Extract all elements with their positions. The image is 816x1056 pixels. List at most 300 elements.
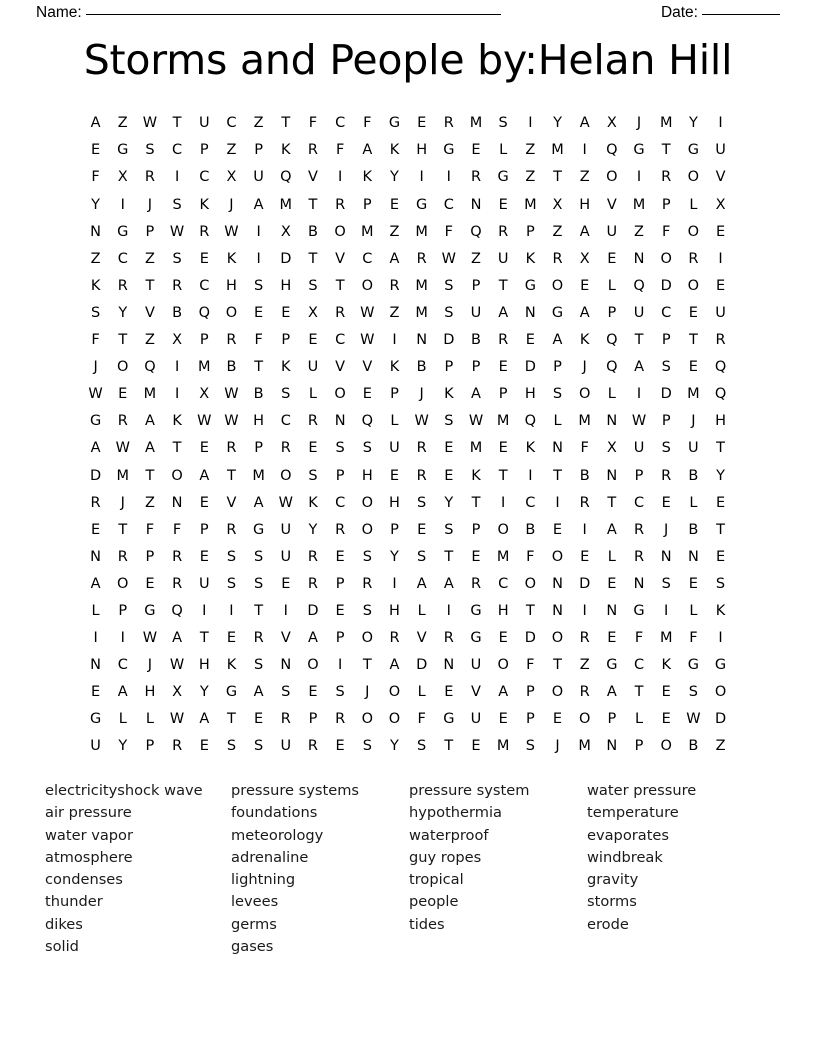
- grid-cell[interactable]: R: [253, 630, 264, 647]
- grid-cell[interactable]: R: [226, 440, 237, 457]
- grid-cell[interactable]: T: [444, 738, 454, 755]
- grid-cell[interactable]: T: [525, 602, 535, 619]
- grid-cell[interactable]: C: [525, 494, 536, 511]
- grid-cell[interactable]: X: [307, 304, 318, 321]
- grid-cell[interactable]: R: [335, 521, 346, 538]
- grid-cell[interactable]: A: [579, 115, 590, 132]
- grid-cell[interactable]: E: [226, 630, 237, 647]
- grid-cell[interactable]: S: [498, 115, 508, 132]
- grid-cell[interactable]: E: [715, 277, 726, 294]
- grid-cell[interactable]: N: [606, 738, 618, 755]
- grid-cell[interactable]: S: [226, 548, 237, 565]
- grid-cell[interactable]: R: [117, 413, 128, 430]
- grid-cell[interactable]: P: [145, 548, 155, 565]
- grid-cell[interactable]: V: [226, 494, 237, 511]
- grid-cell[interactable]: Y: [716, 467, 725, 484]
- word-list-item[interactable]: electricityshock wave: [45, 782, 203, 799]
- grid-cell[interactable]: S: [281, 684, 291, 701]
- grid-cell[interactable]: N: [606, 602, 618, 619]
- grid-cell[interactable]: E: [308, 332, 318, 349]
- grid-cell[interactable]: L: [607, 277, 616, 294]
- grid-cell[interactable]: Y: [390, 548, 399, 565]
- grid-cell[interactable]: B: [579, 467, 590, 484]
- grid-cell[interactable]: Z: [715, 738, 726, 755]
- grid-cell[interactable]: W: [278, 494, 293, 511]
- grid-cell[interactable]: S: [254, 657, 264, 674]
- grid-cell[interactable]: M: [415, 223, 428, 240]
- grid-cell[interactable]: L: [634, 711, 644, 728]
- grid-cell[interactable]: B: [172, 304, 183, 321]
- grid-cell[interactable]: U: [633, 304, 645, 321]
- grid-cell[interactable]: X: [606, 440, 617, 457]
- grid-cell[interactable]: R: [443, 115, 454, 132]
- grid-cell[interactable]: C: [199, 277, 210, 294]
- word-list-item[interactable]: solid: [45, 938, 79, 956]
- grid-cell[interactable]: A: [199, 467, 210, 484]
- grid-cell[interactable]: N: [552, 575, 563, 592]
- grid-cell[interactable]: K: [172, 413, 182, 430]
- grid-cell[interactable]: E: [607, 630, 617, 647]
- grid-cell[interactable]: I: [718, 630, 723, 647]
- grid-cell[interactable]: H: [416, 142, 428, 159]
- grid-cell[interactable]: K: [525, 440, 536, 457]
- grid-cell[interactable]: Q: [633, 277, 645, 294]
- grid-cell[interactable]: G: [470, 630, 482, 647]
- grid-cell[interactable]: I: [256, 250, 261, 267]
- grid-cell[interactable]: O: [524, 575, 537, 592]
- grid-cell[interactable]: S: [362, 548, 372, 565]
- grid-cell[interactable]: C: [443, 196, 454, 213]
- grid-cell[interactable]: M: [659, 115, 673, 132]
- grid-cell[interactable]: Y: [444, 494, 454, 511]
- grid-cell[interactable]: F: [526, 548, 535, 565]
- grid-cell[interactable]: I: [582, 602, 587, 619]
- grid-cell[interactable]: R: [280, 440, 291, 457]
- grid-cell[interactable]: C: [362, 250, 373, 267]
- grid-cell[interactable]: K: [661, 657, 671, 674]
- grid-cell[interactable]: Z: [525, 142, 536, 159]
- grid-cell[interactable]: S: [417, 548, 427, 565]
- grid-cell[interactable]: W: [441, 250, 456, 267]
- grid-cell[interactable]: S: [308, 467, 318, 484]
- grid-cell[interactable]: L: [118, 711, 127, 728]
- grid-cell[interactable]: U: [307, 359, 319, 376]
- grid-cell[interactable]: G: [497, 169, 509, 186]
- grid-cell[interactable]: R: [117, 548, 128, 565]
- grid-cell[interactable]: S: [661, 440, 671, 457]
- word-list-item[interactable]: windbreak: [587, 848, 663, 866]
- grid-cell[interactable]: J: [555, 738, 560, 755]
- word-list-item[interactable]: erode: [587, 915, 629, 933]
- grid-cell[interactable]: O: [551, 630, 564, 647]
- grid-cell[interactable]: K: [579, 332, 590, 349]
- grid-cell[interactable]: P: [335, 467, 345, 484]
- grid-cell[interactable]: J: [664, 521, 669, 538]
- grid-cell[interactable]: J: [691, 413, 696, 430]
- grid-cell[interactable]: P: [145, 738, 155, 755]
- grid-cell[interactable]: R: [307, 142, 318, 159]
- grid-cell[interactable]: S: [308, 277, 318, 294]
- grid-cell[interactable]: S: [281, 386, 291, 403]
- grid-cell[interactable]: C: [226, 115, 237, 132]
- grid-cell[interactable]: P: [498, 386, 508, 403]
- grid-cell[interactable]: E: [254, 304, 264, 321]
- grid-cell[interactable]: M: [578, 738, 591, 755]
- grid-cell[interactable]: U: [280, 521, 292, 538]
- grid-cell[interactable]: B: [307, 223, 318, 240]
- grid-cell[interactable]: H: [253, 413, 265, 430]
- grid-cell[interactable]: W: [224, 413, 239, 430]
- grid-cell[interactable]: R: [470, 575, 482, 592]
- grid-cell[interactable]: I: [446, 602, 451, 619]
- grid-cell[interactable]: T: [716, 440, 725, 457]
- grid-cell[interactable]: H: [361, 467, 373, 484]
- grid-cell[interactable]: M: [469, 440, 483, 457]
- grid-cell[interactable]: P: [607, 711, 617, 728]
- grid-cell[interactable]: O: [225, 304, 238, 321]
- grid-cell[interactable]: W: [169, 711, 185, 728]
- grid-cell[interactable]: B: [688, 467, 699, 484]
- grid-cell[interactable]: O: [660, 738, 672, 755]
- grid-cell[interactable]: N: [334, 413, 346, 430]
- grid-cell[interactable]: I: [582, 521, 587, 538]
- grid-cell[interactable]: Z: [117, 115, 128, 132]
- grid-cell[interactable]: C: [498, 575, 509, 592]
- grid-cell[interactable]: S: [362, 738, 372, 755]
- grid-cell[interactable]: E: [199, 738, 209, 755]
- grid-cell[interactable]: Z: [552, 223, 563, 240]
- grid-cell[interactable]: A: [498, 304, 509, 321]
- grid-cell[interactable]: U: [90, 738, 101, 755]
- grid-cell[interactable]: F: [363, 115, 372, 132]
- word-list-item[interactable]: gravity: [587, 871, 639, 889]
- grid-cell[interactable]: E: [335, 602, 345, 619]
- grid-cell[interactable]: E: [389, 196, 400, 213]
- grid-cell[interactable]: F: [580, 440, 589, 457]
- grid-cell[interactable]: O: [361, 521, 374, 538]
- grid-cell[interactable]: A: [416, 575, 427, 592]
- grid-cell[interactable]: F: [145, 521, 155, 538]
- grid-cell[interactable]: J: [147, 657, 153, 674]
- grid-cell[interactable]: O: [388, 684, 401, 701]
- grid-cell[interactable]: A: [471, 386, 481, 403]
- grid-cell[interactable]: R: [172, 277, 183, 294]
- grid-cell[interactable]: L: [689, 494, 698, 511]
- word-list-item[interactable]: lightning: [231, 871, 296, 889]
- grid-cell[interactable]: L: [607, 548, 616, 565]
- grid-cell[interactable]: F: [91, 169, 100, 186]
- grid-cell[interactable]: N: [606, 467, 618, 484]
- grid-cell[interactable]: U: [198, 575, 210, 592]
- word-list-item[interactable]: hypothermia: [409, 804, 502, 822]
- grid-cell[interactable]: S: [552, 386, 563, 403]
- grid-cell[interactable]: O: [578, 711, 591, 728]
- grid-cell[interactable]: R: [416, 440, 427, 457]
- grid-cell[interactable]: V: [280, 630, 291, 647]
- grid-cell[interactable]: D: [443, 332, 455, 349]
- grid-cell[interactable]: L: [308, 386, 317, 403]
- grid-cell[interactable]: O: [361, 494, 374, 511]
- grid-cell[interactable]: Q: [714, 359, 727, 376]
- grid-cell[interactable]: C: [172, 142, 183, 159]
- grid-cell[interactable]: A: [144, 413, 155, 430]
- grid-cell[interactable]: N: [443, 657, 455, 674]
- grid-cell[interactable]: C: [335, 332, 346, 349]
- grid-cell[interactable]: B: [688, 738, 699, 755]
- grid-cell[interactable]: E: [552, 711, 563, 728]
- grid-cell[interactable]: I: [229, 602, 234, 619]
- grid-cell[interactable]: W: [142, 115, 158, 132]
- grid-cell[interactable]: V: [308, 169, 318, 186]
- grid-cell[interactable]: U: [715, 304, 726, 321]
- grid-cell[interactable]: P: [145, 223, 155, 240]
- grid-cell[interactable]: N: [687, 548, 699, 565]
- grid-cell[interactable]: E: [580, 277, 590, 294]
- grid-cell[interactable]: T: [145, 277, 155, 294]
- grid-cell[interactable]: R: [172, 738, 183, 755]
- grid-cell[interactable]: I: [528, 467, 533, 484]
- grid-cell[interactable]: J: [120, 494, 125, 511]
- grid-cell[interactable]: I: [174, 386, 180, 403]
- grid-cell[interactable]: W: [224, 223, 239, 240]
- grid-cell[interactable]: K: [308, 494, 318, 511]
- grid-cell[interactable]: E: [444, 684, 454, 701]
- grid-cell[interactable]: W: [414, 413, 429, 430]
- grid-cell[interactable]: S: [417, 494, 427, 511]
- grid-cell[interactable]: F: [526, 657, 535, 674]
- grid-cell[interactable]: T: [553, 467, 562, 484]
- grid-cell[interactable]: M: [252, 467, 265, 484]
- grid-cell[interactable]: C: [335, 494, 346, 511]
- grid-cell[interactable]: E: [91, 142, 101, 159]
- grid-cell[interactable]: X: [552, 196, 563, 213]
- grid-cell[interactable]: Z: [144, 332, 155, 349]
- grid-cell[interactable]: P: [308, 711, 318, 728]
- grid-cell[interactable]: V: [362, 359, 373, 376]
- grid-cell[interactable]: S: [90, 304, 101, 321]
- grid-cell[interactable]: P: [335, 630, 345, 647]
- grid-cell[interactable]: A: [579, 223, 590, 240]
- grid-cell[interactable]: V: [335, 359, 346, 376]
- grid-cell[interactable]: V: [715, 169, 726, 186]
- grid-cell[interactable]: Q: [280, 169, 292, 186]
- grid-cell[interactable]: S: [145, 142, 155, 159]
- grid-cell[interactable]: P: [471, 359, 481, 376]
- grid-cell[interactable]: R: [335, 196, 346, 213]
- grid-cell[interactable]: V: [416, 630, 427, 647]
- grid-cell[interactable]: E: [715, 548, 726, 565]
- grid-cell[interactable]: O: [714, 684, 727, 701]
- grid-cell[interactable]: R: [688, 250, 699, 267]
- grid-cell[interactable]: U: [606, 223, 618, 240]
- grid-cell[interactable]: M: [415, 277, 428, 294]
- grid-cell[interactable]: O: [660, 250, 672, 267]
- grid-cell[interactable]: G: [443, 711, 455, 728]
- word-list-item[interactable]: guy ropes: [409, 848, 482, 866]
- word-list-item[interactable]: storms: [587, 893, 637, 911]
- grid-cell[interactable]: N: [633, 575, 645, 592]
- grid-cell[interactable]: R: [661, 169, 672, 186]
- grid-cell[interactable]: T: [227, 467, 236, 484]
- grid-cell[interactable]: M: [279, 196, 293, 213]
- grid-cell[interactable]: M: [143, 386, 157, 403]
- grid-cell[interactable]: P: [199, 521, 209, 538]
- grid-cell[interactable]: A: [606, 521, 617, 538]
- grid-cell[interactable]: Y: [688, 115, 698, 132]
- grid-cell[interactable]: Q: [524, 413, 537, 430]
- grid-cell[interactable]: G: [551, 304, 564, 321]
- grid-cell[interactable]: B: [688, 521, 699, 538]
- grid-cell[interactable]: L: [689, 196, 698, 213]
- grid-cell[interactable]: O: [388, 711, 401, 728]
- grid-cell[interactable]: M: [116, 467, 130, 484]
- grid-cell[interactable]: I: [337, 657, 343, 674]
- grid-cell[interactable]: W: [169, 657, 185, 674]
- grid-cell[interactable]: E: [362, 386, 372, 403]
- grid-cell[interactable]: G: [524, 277, 536, 294]
- grid-cell[interactable]: R: [661, 467, 672, 484]
- grid-cell[interactable]: I: [174, 359, 180, 376]
- grid-cell[interactable]: R: [199, 223, 210, 240]
- grid-cell[interactable]: M: [659, 630, 673, 647]
- grid-cell[interactable]: H: [715, 413, 726, 430]
- grid-cell[interactable]: E: [471, 548, 481, 565]
- grid-cell[interactable]: U: [470, 304, 482, 321]
- grid-cell[interactable]: O: [361, 277, 374, 294]
- grid-cell[interactable]: S: [226, 575, 237, 592]
- grid-cell[interactable]: D: [524, 359, 536, 376]
- grid-cell[interactable]: E: [688, 304, 698, 321]
- grid-cell[interactable]: E: [607, 250, 617, 267]
- grid-cell[interactable]: T: [444, 548, 454, 565]
- grid-cell[interactable]: Q: [714, 386, 727, 403]
- grid-cell[interactable]: S: [254, 738, 264, 755]
- grid-cell[interactable]: W: [360, 304, 375, 321]
- grid-cell[interactable]: N: [416, 332, 428, 349]
- grid-cell[interactable]: M: [361, 223, 374, 240]
- grid-cell[interactable]: I: [256, 223, 261, 240]
- grid-cell[interactable]: J: [147, 196, 153, 213]
- grid-cell[interactable]: E: [661, 684, 671, 701]
- grid-cell[interactable]: R: [335, 711, 346, 728]
- grid-cell[interactable]: O: [687, 277, 700, 294]
- grid-cell[interactable]: T: [716, 521, 725, 538]
- grid-cell[interactable]: I: [392, 332, 397, 349]
- grid-cell[interactable]: E: [715, 494, 726, 511]
- grid-cell[interactable]: S: [444, 521, 454, 538]
- grid-cell[interactable]: W: [169, 223, 185, 240]
- grid-cell[interactable]: E: [281, 575, 291, 592]
- grid-cell[interactable]: E: [417, 521, 427, 538]
- grid-cell[interactable]: G: [633, 602, 645, 619]
- grid-cell[interactable]: E: [118, 386, 128, 403]
- word-list-item[interactable]: water pressure: [587, 782, 697, 799]
- grid-cell[interactable]: W: [224, 386, 239, 403]
- word-list-item[interactable]: thunder: [45, 893, 103, 911]
- grid-cell[interactable]: Z: [144, 494, 155, 511]
- grid-cell[interactable]: W: [686, 711, 701, 728]
- grid-cell[interactable]: R: [335, 304, 346, 321]
- grid-cell[interactable]: S: [254, 548, 264, 565]
- grid-cell[interactable]: I: [501, 494, 506, 511]
- grid-cell[interactable]: N: [552, 440, 563, 457]
- grid-cell[interactable]: S: [226, 738, 237, 755]
- grid-cell[interactable]: E: [444, 467, 454, 484]
- word-list-item[interactable]: levees: [231, 893, 279, 911]
- grid-cell[interactable]: U: [280, 738, 292, 755]
- grid-cell[interactable]: T: [688, 332, 698, 349]
- grid-cell[interactable]: R: [443, 630, 454, 647]
- grid-cell[interactable]: O: [117, 575, 129, 592]
- grid-cell[interactable]: D: [307, 602, 319, 619]
- grid-cell[interactable]: Z: [471, 250, 481, 267]
- word-list-item[interactable]: pressure systems: [231, 782, 360, 799]
- grid-cell[interactable]: Z: [144, 250, 155, 267]
- grid-cell[interactable]: V: [144, 304, 155, 321]
- grid-cell[interactable]: U: [198, 115, 210, 132]
- grid-cell[interactable]: B: [253, 386, 264, 403]
- grid-cell[interactable]: I: [120, 630, 125, 647]
- word-list-item[interactable]: condenses: [45, 871, 123, 889]
- grid-cell[interactable]: P: [118, 602, 128, 619]
- grid-cell[interactable]: Q: [198, 304, 210, 321]
- grid-cell[interactable]: X: [606, 115, 617, 132]
- grid-cell[interactable]: F: [335, 142, 345, 159]
- grid-cell[interactable]: E: [661, 711, 671, 728]
- grid-cell[interactable]: R: [715, 332, 726, 349]
- grid-cell[interactable]: T: [254, 359, 264, 376]
- grid-cell[interactable]: A: [199, 711, 210, 728]
- grid-cell[interactable]: N: [660, 548, 672, 565]
- word-list-item[interactable]: germs: [231, 915, 277, 933]
- grid-cell[interactable]: W: [468, 413, 484, 430]
- grid-cell[interactable]: R: [307, 738, 318, 755]
- grid-cell[interactable]: A: [634, 359, 644, 376]
- grid-cell[interactable]: P: [634, 467, 644, 484]
- grid-cell[interactable]: Q: [606, 332, 618, 349]
- grid-cell[interactable]: P: [661, 413, 671, 430]
- grid-cell[interactable]: U: [470, 711, 482, 728]
- grid-cell[interactable]: S: [661, 359, 671, 376]
- grid-cell[interactable]: N: [90, 223, 102, 240]
- grid-cell[interactable]: O: [361, 630, 374, 647]
- grid-cell[interactable]: Y: [199, 684, 209, 701]
- grid-cell[interactable]: C: [280, 413, 291, 430]
- grid-cell[interactable]: F: [254, 332, 263, 349]
- grid-cell[interactable]: L: [417, 602, 426, 619]
- grid-cell[interactable]: Y: [91, 196, 101, 213]
- grid-cell[interactable]: P: [254, 440, 263, 457]
- grid-cell[interactable]: P: [525, 223, 535, 240]
- grid-cell[interactable]: D: [714, 711, 727, 728]
- grid-cell[interactable]: R: [307, 575, 318, 592]
- grid-cell[interactable]: Z: [226, 142, 237, 159]
- grid-cell[interactable]: E: [199, 250, 209, 267]
- grid-cell[interactable]: E: [145, 575, 155, 592]
- grid-cell[interactable]: G: [687, 142, 699, 159]
- grid-cell[interactable]: R: [498, 332, 509, 349]
- grid-cell[interactable]: G: [388, 115, 401, 132]
- grid-cell[interactable]: G: [606, 657, 618, 674]
- grid-cell[interactable]: O: [334, 386, 346, 403]
- grid-cell[interactable]: E: [688, 359, 698, 376]
- grid-cell[interactable]: R: [389, 277, 400, 294]
- grid-cell[interactable]: E: [199, 440, 209, 457]
- grid-cell[interactable]: K: [281, 142, 291, 159]
- grid-cell[interactable]: E: [580, 548, 590, 565]
- word-list-item[interactable]: atmosphere: [45, 848, 133, 866]
- grid-cell[interactable]: I: [419, 169, 424, 186]
